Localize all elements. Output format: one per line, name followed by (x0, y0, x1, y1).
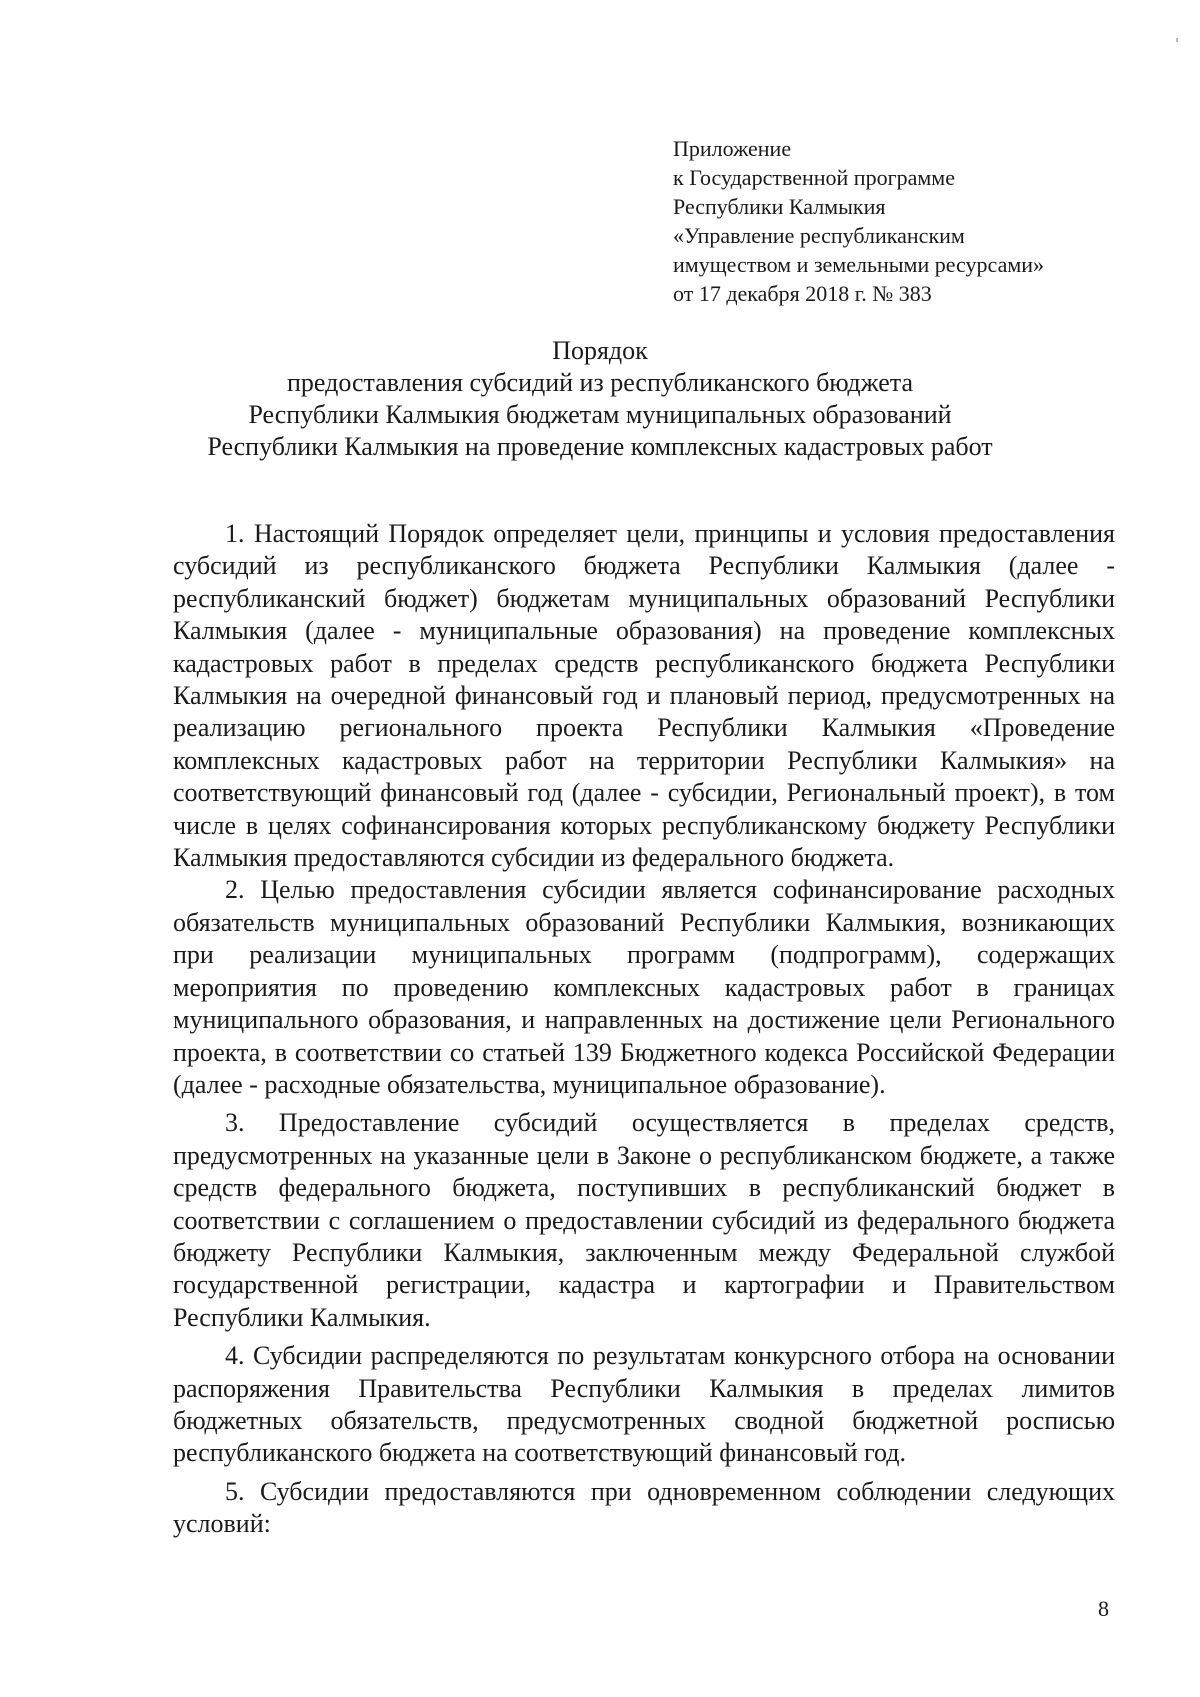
appendix-line: от 17 декабря 2018 г. № 383 (673, 281, 932, 306)
document-subtitle-line: Республики Калмыкия бюджетам муниципальных образований (248, 400, 952, 429)
appendix-line: имуществом и земельными ресурсами» (673, 252, 1045, 277)
document-title: Порядок (552, 336, 648, 365)
appendix-line: Республики Калмыкия (673, 194, 886, 219)
appendix-line: Приложение (673, 136, 792, 161)
paragraph-5: 5. Субсидии предоставляются при одновременном соблюдении следующих условий: (173, 1476, 1115, 1539)
appendix-line: к Государственной программе (673, 165, 955, 190)
document-subtitle-line: Республики Калмыкия на проведение комплексных кадастровых работ (207, 432, 993, 461)
scan-mark (1176, 38, 1178, 42)
document-title-block (150, 335, 1050, 463)
appendix-line: «Управление республиканским (673, 223, 965, 248)
document-body (173, 518, 1115, 1541)
appendix-header (673, 134, 1093, 308)
page-number: 8 (1098, 1596, 1109, 1621)
paragraph-4: 4. Субсидии распределяются по результатам конкурсного отбора на основании распоряжения Правительства Республики Калмыкия в пределах лимитов бюджетных обязательств, предусмотренных сводной бюджетной росписью республиканского бюджета на соответствующий финансовый год. (173, 1341, 1115, 1468)
paragraph-3: 3. Предоставление субсидий осуществляется в пределах средств, предусмотренных на указанные цели в Законе о республиканском бюджете, а также средств федерального бюджета, поступивших в республиканский бюджет в соответствии с соглашением о предоставлении субсидий из федерального бюджета бюджету Республики Калмыкия, заключенным между Федеральной службой государственной регистрации, кадастра и картографии и Правительством Республики Калмыкия. (173, 1108, 1115, 1332)
paragraph-1: 1. Настоящий Порядок определяет цели, принципы и условия предоставления субсидий из республиканского бюджета Республики Калмыкия (далее - республиканский бюджет) бюджетам муниципальных образований Республики Калмыкия (далее - муниципальные образования) на проведение комплексных кадастровых работ в пределах средств республиканского бюджета Республики Калмыкия на очередной финансовый год и плановый период, предусмотренных на реализацию регионального проекта Республики Калмыкия «Проведение комплексных кадастровых работ на территории Республики Калмыкия» на соответствующий финансовый год (далее - субсидии, Региональный проект), в том числе в целях софинансирования которых республиканскому бюджету Республики Калмыкия предоставляются субсидии из федерального бюджета. (173, 519, 1115, 873)
paragraph-2: 2. Целью предоставления субсидии является софинансирование расходных обязательств муниципальных образований Республики Калмыкия, возникающих при реализации муниципальных программ (подпрограмм), содержащих мероприятия по проведению комплексных кадастровых работ в границах муниципального образования, и направленных на достижение цели Регионального проекта, в соответствии со статьей 139 Бюджетного кодекса Российской Федерации (далее - расходные обязательства, муниципальное образование). (173, 875, 1115, 1099)
document-subtitle-line: предоставления субсидий из республиканского бюджета (286, 368, 914, 397)
